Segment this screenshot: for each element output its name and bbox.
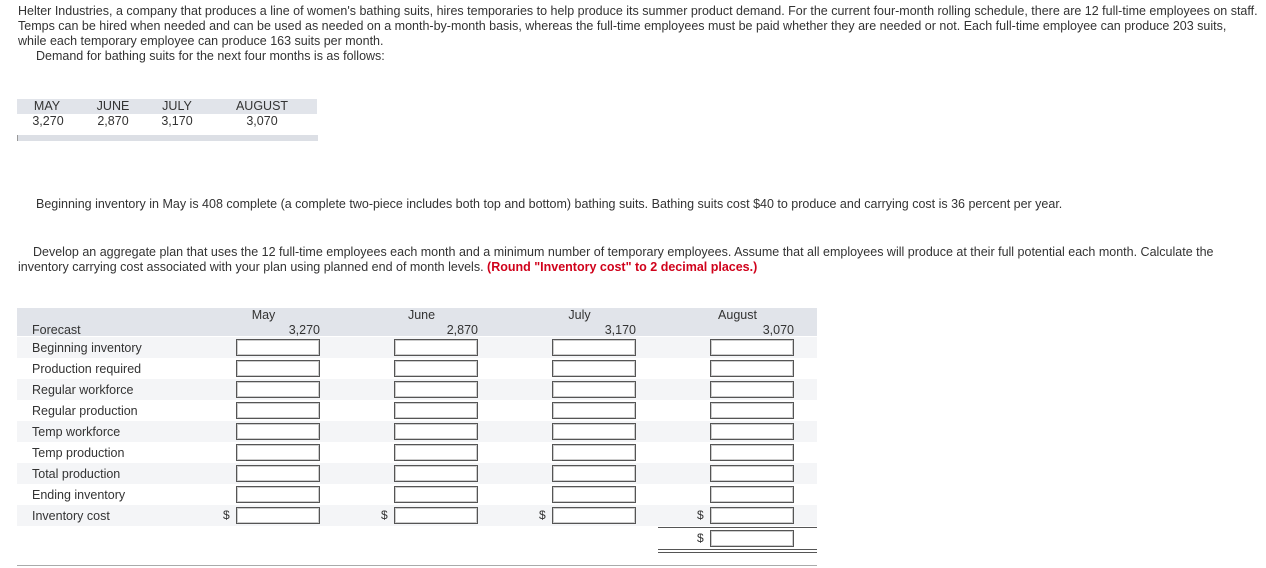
forecast-value-1: 2,870 — [446, 323, 478, 337]
month-header-3: August — [718, 308, 757, 322]
input-cell-r5-c0[interactable] — [236, 444, 320, 461]
input-cell-r1-c3[interactable] — [710, 360, 794, 377]
currency-symbol: $ — [381, 508, 388, 522]
demand-value-may: 3,270 — [32, 114, 64, 128]
row-label-6: Total production — [32, 467, 121, 481]
row-label-1: Production required — [32, 362, 142, 376]
input-cell-r7-c0[interactable] — [236, 486, 320, 503]
rounding-note: (Round "Inventory cost" to 2 decimal places.) — [487, 260, 758, 274]
input-cell-r7-c2[interactable] — [552, 486, 636, 503]
input-cell-r2-c0[interactable] — [236, 381, 320, 398]
inventory-text: Beginning inventory in May is 408 complete (a complete two-piece includes both top and bottom) bathing suits. Bathing suits cost $40 to produce and carrying cost is 36 percent per year. — [36, 197, 1063, 211]
input-cell-r0-c2[interactable] — [552, 339, 636, 356]
forecast-value-2: 3,170 — [604, 323, 636, 337]
input-cell-r4-c3[interactable] — [710, 423, 794, 440]
input-cell-r3-c3[interactable] — [710, 402, 794, 419]
input-cell-r1-c1[interactable] — [394, 360, 478, 377]
input-cell-r2-c3[interactable] — [710, 381, 794, 398]
currency-symbol: $ — [539, 508, 546, 522]
input-cell-r6-c1[interactable] — [394, 465, 478, 482]
forecast-value-3: 3,070 — [762, 323, 794, 337]
row-label-3: Regular production — [32, 404, 138, 418]
input-cell-r1-c0[interactable] — [236, 360, 320, 377]
input-cell-r6-c2[interactable] — [552, 465, 636, 482]
demand-header-august: AUGUST — [235, 99, 289, 113]
input-cell-r8-c1[interactable] — [394, 507, 478, 524]
problem-intro — [18, 4, 1258, 64]
row-label-4: Temp workforce — [32, 425, 121, 439]
input-cell-r5-c1[interactable] — [394, 444, 478, 461]
forecast-value-0: 3,270 — [288, 323, 320, 337]
currency-symbol-total: $ — [697, 531, 704, 545]
input-cell-r7-c1[interactable] — [394, 486, 478, 503]
demand-value-august: 3,070 — [246, 114, 278, 128]
currency-symbol: $ — [223, 508, 230, 522]
input-cell-r1-c2[interactable] — [552, 360, 636, 377]
input-cell-r5-c2[interactable] — [552, 444, 636, 461]
demand-line: Demand for bathing suits for the next four months is as follows: — [36, 49, 385, 63]
input-cell-r4-c0[interactable] — [236, 423, 320, 440]
input-cell-r3-c2[interactable] — [552, 402, 636, 419]
row-label-7: Ending inventory — [32, 488, 126, 502]
demand-table-footer — [17, 135, 318, 141]
input-cell-r6-c3[interactable] — [710, 465, 794, 482]
demand-value-july: 3,170 — [161, 114, 193, 128]
input-cell-r4-c1[interactable] — [394, 423, 478, 440]
input-cell-r2-c2[interactable] — [552, 381, 636, 398]
month-header-2: July — [568, 308, 591, 322]
input-cell-r3-c0[interactable] — [236, 402, 320, 419]
input-cell-r4-c2[interactable] — [552, 423, 636, 440]
input-cell-r0-c0[interactable] — [236, 339, 320, 356]
instructions-block — [18, 245, 1258, 275]
input-cell-r0-c1[interactable] — [394, 339, 478, 356]
input-cell-r5-c3[interactable] — [710, 444, 794, 461]
total-double-rule — [658, 549, 817, 553]
month-header-1: June — [407, 308, 436, 322]
input-cell-r6-c0[interactable] — [236, 465, 320, 482]
row-label-2: Regular workforce — [32, 383, 134, 397]
input-cell-r7-c3[interactable] — [710, 486, 794, 503]
instructions-text: Develop an aggregate plan that uses the 12 full-time employees each month and a minimum number of temporary employees. Assume that all employees will produce at their full potential each month. Calculate the inventory carrying cost associated with your plan using planned end of month levels. — [18, 245, 1214, 274]
input-cell-r3-c1[interactable] — [394, 402, 478, 419]
intro-text: Helter Industries, a company that produces a line of women's bathing suits, hires temporaries to help produce its summer product demand. For the current four-month rolling schedule, there are 12 full-time employees on staff. Temps can be hired when needed and can be used as needed on a month-by-month basis, whereas the full-time employees must be paid whether they are needed or not. Each full-time employee can produce 203 suits, while each temporary employee can produce 163 suits per month. — [18, 4, 1258, 48]
input-cell-r8-c0[interactable] — [236, 507, 320, 524]
input-cell-r2-c1[interactable] — [394, 381, 478, 398]
input-cell-r8-c3[interactable] — [710, 507, 794, 524]
month-header-0: May — [251, 308, 276, 322]
forecast-label: Forecast — [32, 323, 81, 337]
row-label-8: Inventory cost — [32, 509, 110, 523]
demand-value-june: 2,870 — [97, 114, 129, 128]
demand-header-july: JULY — [162, 99, 192, 113]
demand-table — [17, 99, 317, 143]
currency-symbol: $ — [697, 508, 704, 522]
total-rule — [658, 527, 817, 528]
row-label-5: Temp production — [32, 446, 125, 460]
input-cell-r0-c3[interactable] — [710, 339, 794, 356]
demand-header-may: MAY — [33, 99, 61, 113]
input-cell-r8-c2[interactable] — [552, 507, 636, 524]
aggregate-plan-table — [17, 308, 817, 568]
total-inventory-cost-input[interactable] — [710, 530, 794, 547]
table-baseline — [17, 565, 817, 566]
row-label-0: Beginning inventory — [32, 341, 142, 355]
demand-header-june: JUNE — [96, 99, 130, 113]
